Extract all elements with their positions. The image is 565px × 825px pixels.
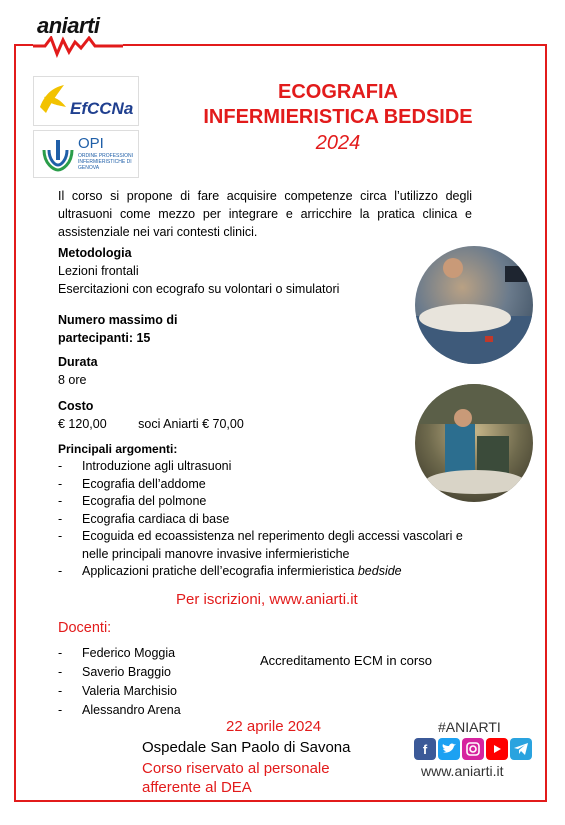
metodologia-line-1: Lezioni frontali (58, 264, 139, 278)
opi-logo-subtext: ORDINE PROFESSIONI INFERMIERISTICHE DI GENOVA (78, 153, 134, 171)
costo-section (58, 397, 244, 433)
heartbeat-icon (33, 36, 123, 58)
youtube-icon[interactable] (486, 738, 508, 760)
list-item: - Ecografia del polmone (58, 493, 478, 511)
title-year: 2024 (315, 132, 361, 154)
durata-value: 8 ore (58, 373, 87, 387)
course-description: Il corso si propone di fare acquisire competenze circa l’utilizzo degli ultrasuoni come mezzo per integrare e arricchire la pratica clinica e assistenziale nei vari contesti clinici. (58, 189, 472, 239)
instagram-icon[interactable] (462, 738, 484, 760)
costo-soci: soci Aniarti € 70,00 (138, 417, 244, 431)
site-link[interactable]: www.aniarti.it (421, 763, 504, 779)
metodologia-line-2: Esercitazioni con ecografo su volontari o simulatori (58, 282, 340, 296)
partecipanti-section (58, 311, 177, 347)
opi-emblem-icon (38, 134, 78, 174)
partecipanti-line-1: Numero massimo di (58, 313, 178, 327)
argomenti-list (58, 458, 478, 581)
list-item: - Introduzione agli ultrasuoni (58, 458, 478, 476)
docente-name: - Saverio Braggio (58, 663, 181, 682)
iscrizioni-link[interactable]: Per iscrizioni, www.aniarti.it (176, 591, 358, 608)
aniarti-logo-text: aniarti (37, 13, 100, 38)
facebook-icon[interactable]: f (414, 738, 436, 760)
event-date: 22 aprile 2024 (226, 718, 322, 735)
metodologia-section (58, 244, 339, 298)
event-note-line-1: Corso riservato al personale (142, 760, 330, 777)
list-item-italic: bedside (357, 564, 402, 578)
list-item: - Ecoguida ed ecoassistenza nel reperimento degli accessi vascolari e nelle principali manovre invasive infermieristiche (58, 528, 478, 563)
list-item (58, 563, 478, 581)
opi-logo-text: OPI (78, 135, 104, 152)
event-location: Ospedale San Paolo di Savona (142, 739, 351, 756)
social-icons (414, 738, 532, 760)
docente-name: - Alessandro Arena (58, 701, 181, 720)
docenti-list (58, 644, 181, 720)
argomenti-heading: Principali argomenti: (58, 442, 178, 456)
metodologia-heading: Metodologia (58, 246, 132, 260)
efccna-logo (33, 76, 139, 126)
partecipanti-line-2: partecipanti: 15 (58, 331, 151, 345)
aniarti-logo (33, 14, 123, 60)
durata-section (58, 353, 98, 389)
docenti-heading: Docenti: (58, 620, 112, 636)
telegram-icon[interactable] (510, 738, 532, 760)
accreditamento-text: Accreditamento ECM in corso (260, 653, 432, 668)
efccna-logo-text: EfCCNa (70, 99, 134, 118)
costo-price: € 120,00 (58, 417, 107, 431)
ultrasound-bedside-photo (415, 246, 533, 364)
list-item-text: Applicazioni pratiche dell’ecografia infermieristica (82, 564, 355, 578)
opi-logo (33, 130, 139, 178)
list-item: - Ecografia cardiaca di base (58, 511, 478, 529)
hashtag-text: #ANIARTI (438, 719, 501, 735)
event-note-line-2: afferente al DEA (142, 779, 252, 796)
docente-name: - Valeria Marchisio (58, 682, 181, 701)
costo-heading: Costo (58, 399, 94, 413)
docente-name: - Federico Moggia (58, 644, 181, 663)
title-line-1: ECOGRAFIA (278, 81, 398, 103)
title-line-2: INFERMIERISTICA BEDSIDE (203, 106, 473, 128)
list-item: - Ecografia dell’addome (58, 476, 478, 494)
twitter-icon[interactable] (438, 738, 460, 760)
durata-heading: Durata (58, 355, 98, 369)
